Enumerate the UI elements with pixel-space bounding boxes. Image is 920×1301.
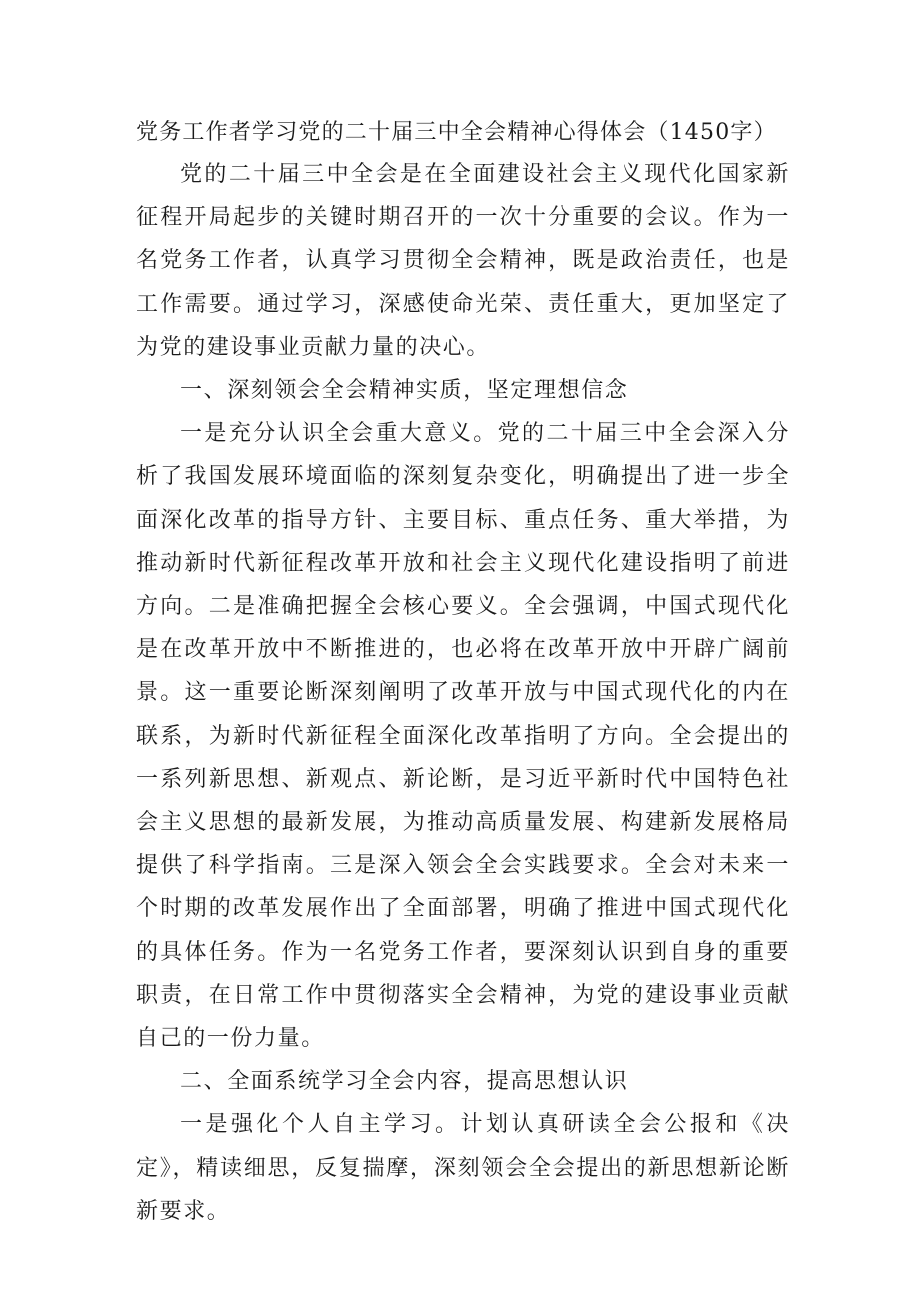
paragraph-section-2: 一是强化个人自主学习。计划认真研读全会公报和《决定》，精读细思，反复揣摩，深刻领会全会提出的新思想新论断新要求。 [136,1112,790,1224]
paragraph-intro: 党的二十届三中全会是在全面建设社会主义现代化国家新征程开局起步的关键时期召开的一次十分重要的会议。作为一名党务工作者，认真学习贯彻全会精神，既是政治责任，也是工作需要。通过学习，深感使命光荣、责任重大，更加坚定了为党的建设事业贡献力量的决心。 [136,162,790,360]
paragraph-section-1: 一是充分认识全会重大意义。党的二十届三中全会深入分析了我国发展环境面临的深刻复杂变化，明确提出了进一步全面深化改革的指导方针、主要目标、重点任务、重大举措，为推动新时代新征程改革开放和社会主义现代化建设指明了前进方向。二是准确把握全会核心要义。全会强调，中国式现代化是在改革开放中不断推进的，也必将在改革开放中开辟广阔前景。这一重要论断深刻阐明了改革开放与中国式现代化的内在联系，为新时代新征程全面深化改革指明了方向。全会提出的一系列新思想、新观点、新论断，是习近平新时代中国特色社会主义思想的最新发展，为推动高质量发展、构建新发展格局提供了科学指南。三是深入领会全会实践要求。全会对未来一个时期的改革发展作出了全面部署，明确了推进中国式现代化的具体任务。作为一名党务工作者，要深刻认识到自身的重要职责，在日常工作中贯彻落实全会精神，为党的建设事业贡献自己的一份力量。 [136,421,790,1052]
section-heading-2: 二、全面系统学习全会内容，提高思想认识 [180,1069,629,1095]
section-heading-1: 一、深刻领会全会精神实质，坚定理想信念 [180,378,629,404]
document-title: 党务工作者学习党的二十届三中全会精神心得体会（1450字） [136,120,777,145]
document-body [136,153,790,1233]
